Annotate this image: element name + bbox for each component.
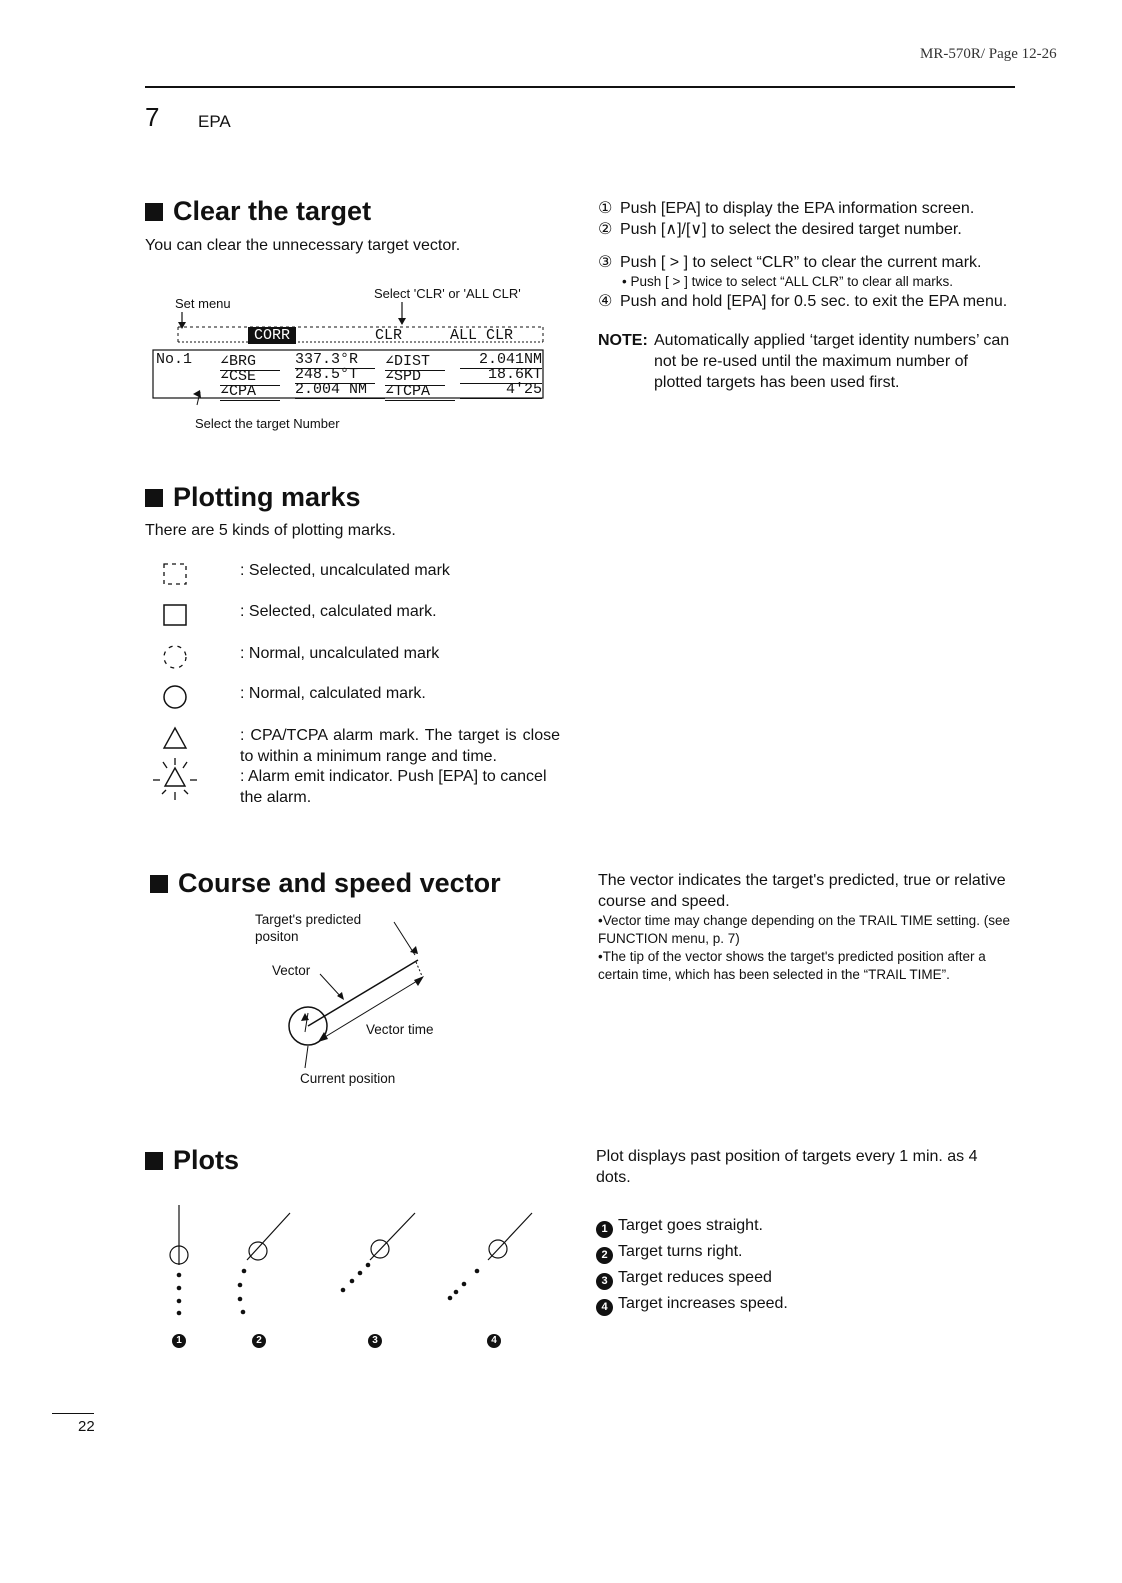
plots-list <box>596 1213 1016 1317</box>
chapter-number: 7 <box>145 102 160 132</box>
document-id: MR-570R/ Page 12-26 <box>920 46 1057 62</box>
spd-label: ∠SPD <box>385 366 445 386</box>
vector-description <box>598 870 1013 984</box>
mark-row-selected-calc <box>150 602 560 632</box>
plots-item-2: 2 Target turns right. <box>596 1239 1016 1265</box>
cpa-label: ∠CPA <box>220 381 280 401</box>
all-clr-option: ALL CLR <box>450 327 514 344</box>
target-number: No.1 <box>156 351 193 368</box>
spd-value: 18.6KT <box>460 366 542 384</box>
vector-figure <box>250 908 470 1093</box>
step-4: ④ Push and hold [EPA] for 0.5 sec. to exit the EPA menu. <box>598 293 1008 310</box>
step-3-sub: • Push [ > ] twice to select “ALL CLR” to clear all marks. <box>622 274 953 289</box>
header-rule <box>145 86 1015 88</box>
select-clr-label: Select 'CLR' or 'ALL CLR' <box>374 286 521 301</box>
note-label: NOTE: <box>598 332 648 349</box>
plot-number-3: 3 <box>368 1334 382 1348</box>
mark-row-selected-uncalc <box>150 561 560 591</box>
step-2: ② Push [∧]/[∨] to select the desired target number. <box>598 221 962 238</box>
cse-label: ∠CSE <box>220 366 280 386</box>
flashing-triangle-icon <box>150 756 200 806</box>
step-1: ① Push [EPA] to display the EPA information screen. <box>598 200 975 217</box>
dist-label: ∠DIST <box>385 351 445 371</box>
marks-intro: There are 5 kinds of plotting marks. <box>145 522 396 539</box>
vector-label: Vector <box>272 963 311 978</box>
plots-desc: Plot displays past position of targets every 1 min. as 4 dots. <box>596 1148 978 1186</box>
corr-option: CORR <box>248 327 296 344</box>
mark-desc-2: : Normal, uncalculated mark <box>240 645 440 662</box>
chapter-name: EPA <box>198 112 231 131</box>
plots-item-1: 1 Target goes straight. <box>596 1213 1016 1239</box>
mark-row-normal-uncalc <box>150 644 560 674</box>
page-number: 22 <box>78 1418 95 1435</box>
set-menu-label: Set menu <box>175 296 231 311</box>
vector-bullet-1: •Vector time may change depending on the TRAIL TIME setting. (see FUNCTION menu, p. 7) <box>598 913 1010 946</box>
circle-icon <box>150 684 190 714</box>
vector-desc: The vector indicates the target's predicted, true or relative course and speed. <box>598 872 1006 910</box>
brg-value: 337.3°R <box>295 351 375 369</box>
plot-number-4: 4 <box>487 1334 501 1348</box>
mark-row-normal-calc <box>150 684 560 714</box>
mark-desc-4: : CPA/TCPA alarm mark. The target is close to within a minimum range and time. <box>240 727 560 765</box>
note-text: Automatically applied ‘target identity numbers’ can not be re-used until the maximum number of plotted targets has been used first. <box>654 332 1010 391</box>
dashed-square-icon <box>150 561 190 591</box>
clear-steps <box>598 198 1016 393</box>
mark-row-alarm <box>150 726 560 826</box>
mark-desc-1: : Selected, calculated mark. <box>240 603 437 620</box>
mark-desc-3: : Normal, calculated mark. <box>240 685 426 702</box>
section-vector-title: Course and speed vector <box>150 868 501 899</box>
tcpa-label: ∠TCPA <box>385 381 455 401</box>
predicted-label-2: positon <box>255 929 299 944</box>
current-position-label: Current position <box>300 1071 396 1086</box>
step-3: ③ Push [ > ] to select “CLR” to clear the current mark. <box>598 254 982 271</box>
mark-desc-5: : Alarm emit indicator. Push [EPA] to cancel the alarm. <box>240 768 547 806</box>
dist-value: 2.041NM <box>460 351 542 369</box>
note <box>598 330 1016 393</box>
mark-desc-0: : Selected, uncalculated mark <box>240 562 450 579</box>
brg-label: ∠BRG <box>220 351 280 371</box>
plots-item-3: 3 Target reduces speed <box>596 1265 1016 1291</box>
dashed-circle-icon <box>150 644 190 674</box>
plot-number-2: 2 <box>252 1334 266 1348</box>
section-plots-title: Plots <box>145 1145 239 1176</box>
vector-bullet-2: •The tip of the vector shows the target's predicted position after a certain time, which has been selected in the “TRAIL TIME”. <box>598 949 986 982</box>
vector-time-label: Vector time <box>366 1022 434 1037</box>
section-marks-title: Plotting marks <box>145 482 361 513</box>
section-clear-title: Clear the target <box>145 196 371 227</box>
clear-intro: You can clear the unnecessary target vector. <box>145 237 461 254</box>
tcpa-value: 4'25 <box>460 381 542 399</box>
plot-number-1: 1 <box>172 1334 186 1348</box>
plots-item-4: 4 Target increases speed. <box>596 1291 1016 1317</box>
square-icon <box>150 602 190 632</box>
predicted-label: Target's predicted <box>255 912 362 927</box>
cse-value: 248.5°T <box>295 366 375 384</box>
select-target-label: Select the target Number <box>195 416 340 431</box>
clear-target-figure <box>150 280 560 440</box>
vector-diagram <box>250 908 470 1093</box>
cpa-value: 2.004 NM <box>295 381 385 399</box>
plots-diagram <box>160 1205 550 1325</box>
clr-option: CLR <box>375 327 403 344</box>
lcd-menu-row <box>248 327 296 344</box>
footer-rule <box>52 1413 94 1414</box>
